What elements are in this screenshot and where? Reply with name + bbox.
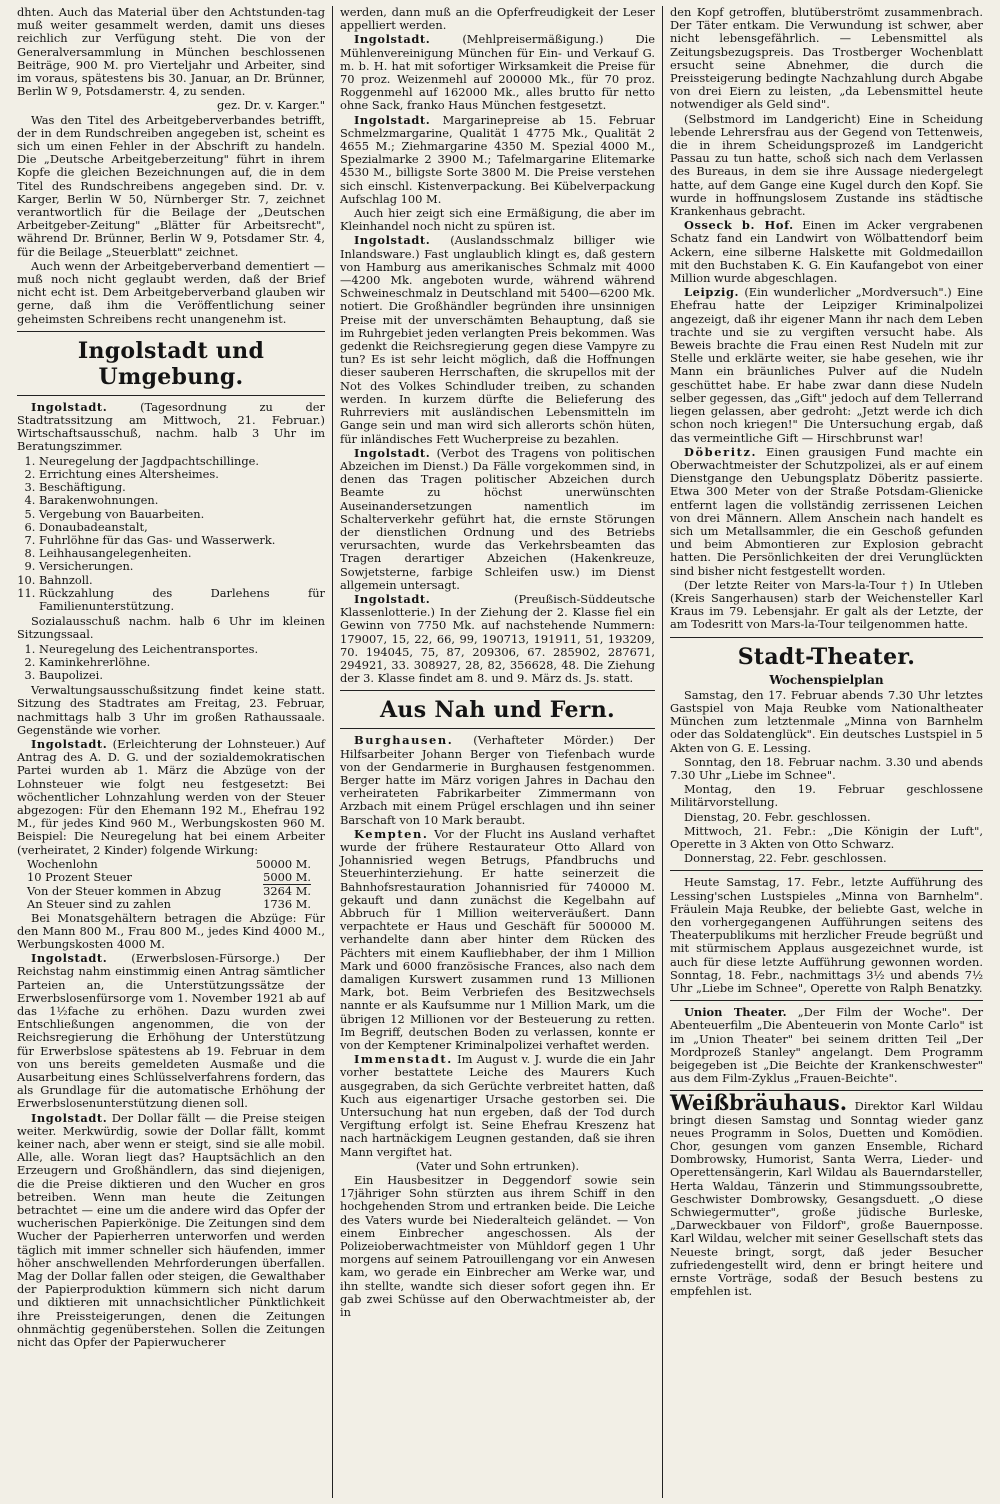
agenda-item: 2. Kaminkehrerlöhne. — [39, 656, 325, 669]
article-leipzig — [670, 286, 983, 444]
agenda-item: 3. Beschäftigung. — [39, 481, 325, 494]
dateline: Ingolstadt. — [31, 951, 108, 966]
section-heading: Stadt-Theater. — [737, 643, 916, 670]
dateline: Weißbräuhaus. — [670, 1090, 848, 1116]
dateline: Immenstadt. — [354, 1052, 453, 1067]
agenda-item: 9. Versicherungen. — [39, 560, 325, 573]
signature: gez. Dr. v. Karger." — [217, 98, 325, 113]
article-abzeichen — [340, 447, 655, 592]
calc-row — [17, 871, 325, 885]
dateline: Ingolstadt. — [31, 736, 108, 751]
article-dollar — [17, 1112, 325, 1350]
divider — [670, 1000, 983, 1001]
article-text: Auch wenn der Arbeitgeberverband dementiert — muß noch nicht geglaubt werden, daß der Brief nicht echt ist. Dem Arbeitgeberverband glauben wir gerne, daß ihm die Veröffentlichung seiner geheimsten Schreibens recht unangenehm ist. — [17, 258, 325, 326]
agenda-item: 11. Rückzahlung des Darlehens für Familienunterstützung. — [39, 587, 325, 613]
agenda-item: 5. Vergebung von Bauarbeiten. — [39, 508, 325, 521]
article-text: Einen im Acker vergrabenen Schatz fand ein Landwirt von Wölbattendorf beim Ackern, eine silberne Halskette mit Goldmedaillon mit den Buchstaben K. G. Ein Kaufangebot von einer Million wurde abgeschlagen. — [670, 218, 984, 286]
article-text: Bei Monatsgehältern betragen die Abzüge: Für den Mann 800 M., Frau 800 M., jedes Kind 4000 M., Werbungskosten 4000 M. — [17, 910, 325, 951]
calc-value: 50000 M. — [255, 856, 311, 871]
agenda-item: 2. Errichtung eines Altersheimes. — [39, 468, 325, 481]
dateline: Ingolstadt. — [354, 112, 431, 127]
schedule-entry: Donnerstag, 22. Febr. geschlossen. — [684, 851, 887, 866]
schedule-entry: Montag, den 19. Februar geschlossene Militärvorstellung. — [670, 782, 983, 810]
article-osseck — [670, 219, 983, 285]
dateline: Ingolstadt. — [354, 445, 431, 460]
article-text: (Verbot des Tragens von politischen Abzeichen im Dienst.) Da Fälle vorgekommen sind, in denen das Tragen politischer Abzeichen durch Beamte zu höchst unerwünschten Auseinandersetzungen namentlich im Schalterverkehr geführt hat, die ernste Störungen der dienstlichen Ordnung und des Betriebs verursachten, wurde das Verkehrsbeamten das Tragen derartiger Abzeichen (Hakenkreuze, Sowjetsterne, farbige Schleifen usw.) im Dienst allgemein untersagt. — [340, 445, 655, 592]
article-burghausen — [340, 734, 655, 826]
dateline: Ingolstadt. — [354, 233, 431, 248]
calc-row — [17, 858, 325, 871]
article-lohnsteuer — [17, 738, 325, 857]
article-text: (Erleichterung der Lohnsteuer.) Auf Antrag des A. D. G. und der sozialdemokratischen Partei wurden ab 1. März die Abzüge von der Lohnsteuer wie folgt neu festgesetzt: Bei wöchentlicher Lohnzahlung werden von der Steuer abgezogen: Für den Ehemann 192 M., Ehefrau 192 M., für jedes Kind 960 M., Werbungskosten 960 M. Beispiel: Die Neuregelung hat bei einem Arbeiter (verheiratet, 2 Kinder) folgende Wirkung: — [17, 736, 325, 857]
divider — [340, 728, 655, 729]
article-text: Der Dollar fällt — die Preise steigen weiter. Merkwürdig, sowie der Dollar fällt, kommt keiner nach, aber wenn er steigt, sind sie alle mobil. Alle, alle. Woran liegt das? Hauptsächlich an den Erzeugern und Großhändlern, das sind diejenigen, die die Preise diktieren und den Wucher en gros betreiben. Wenn man heute die Zeitungen betrachtet — eine um die andere wird das Opfer der wucherischen Papierkönige. Die Zeitungen sind dem Wucher der Papierherren unterworfen und werden täglich mit immer schneller sich häufenden, immer höher anschwellenden Mehrforderungen überfallen. Mag der Dollar fallen oder steigen, die Gewalthaber der Papierproduktion kümmern sich nicht darum und diktieren mit unnachsichtlicher Pünktlichkeit ihre Preissteigerungen, denen die Zeitungen ohnmächtig gegenüberstehen. Sollen die Zeitungen nicht das Opfer der Papierwucherer — [17, 1110, 325, 1350]
agenda-item: 7. Fuhrlöhne für das Gas- und Wasserwerk. — [39, 534, 325, 547]
article-text: Ein Hausbesitzer in Deggendorf sowie sein 17jähriger Sohn stürzten aus ihrem Schiff in den hochgehenden Strom und ertranken beide. Die Leiche des Vaters wurde bei Niederalteich geländet. — Von einem Einbrecher angeschossen. Als der Polizeioberwachtmeister von Mühldorf gegen 1 Uhr morgens auf seinem Patrouillengang vor ein Anwesen kam, wo gerade ein Einbrecher am Werke war, und ihn stellte, wandte sich dieser sofort gegen ihn. Er gab zwei Schüsse auf den Oberwachtmeister ab, der in — [340, 1173, 655, 1320]
article-text: den Kopf getroffen, blutüberströmt zusammenbrach. Der Täter entkam. Die Verwundung ist schwer, aber nicht lebensgefährlich. — Lebensmittel als Zeitungsbezugspreis. Das Trostberger Wochenblatt ersucht seine Abnehmer, die durch die Preissteigerung bedingte Nachzahlung durch Abgabe von drei Eiern zu leisten, „da Lebensmittel heute notwendiger als Geld sind". — [670, 6, 983, 112]
agenda-list — [17, 455, 325, 613]
article-doeberitz — [670, 446, 983, 578]
subheading: (Vater und Sohn ertrunken). — [415, 1158, 580, 1173]
article-text: (Preußisch-Süddeutsche Klassenlotterie.) In der Ziehung der 2. Klasse fiel ein Gewinn von 7750 Mk. auf nachstehende Nummern: 179007, 15, 22, 66, 99, 190713, 191911, 51, 193209, 70. 194045, 75, 87, 209306, 67. 285902, 287671, 294921, 33. 308927, 28, 82, 356628, 48. Die Ziehung der 3. Klasse findet am 8. und 9. März ds. Js. statt. — [340, 591, 655, 686]
tax-calculation — [17, 858, 325, 912]
article-text: Auch hier zeigt sich eine Ermäßigung, die aber im Kleinhandel noch nicht zu spüren ist. — [340, 206, 655, 234]
dateline: Burghausen. — [354, 733, 454, 748]
divider — [17, 331, 325, 332]
article-text: Sozialausschuß nachm. halb 6 Uhr im kleinen Sitzungssaal. — [17, 614, 325, 642]
agenda-item: 1. Neuregelung der Jagdpachtschillinge. — [39, 455, 325, 468]
article-text: (Ein wunderlicher „Mordversuch".) Eine Ehefrau hatte der Leipziger Kriminalpolizei angezeigt, daß ihr eigener Mann ihr nach dem Leben trachte und sie zu vergiften versucht habe. Als Beweis brachte die Frau einen Rest Nudeln mit zur Stelle und erklärte weiter, sie habe gesehen, wie ihr Mann ein bräunliches Pulver auf die Nudeln geschüttet habe. Er habe zwar dann diese Nudeln selber gegessen, das „Gift" jedoch auf dem Tellerrand liegen gelassen, aber gedroht: „Jetzt werde ich dich schon noch kriegen!" Die Untersuchung ergab, daß das vermeintliche Gift — Hirschbrunst war! — [670, 285, 984, 445]
agenda-item: 10. Bahnzoll. — [39, 574, 325, 587]
dateline: Döberitz. — [684, 444, 758, 459]
article-immenstadt — [340, 1053, 655, 1159]
column-left — [10, 6, 332, 1498]
divider — [670, 870, 983, 871]
calc-value: 1736 M. — [263, 897, 311, 912]
dateline: Osseck b. Hof. — [684, 218, 794, 233]
agenda-item: 8. Leihhausangelegenheiten. — [39, 547, 325, 560]
agenda-list — [17, 643, 325, 683]
dateline: Kempten. — [354, 826, 429, 841]
article-text: Was den Titel des Arbeitgeberverbandes betrifft, der in dem Rundschreiben angegeben ist, scheint es sich um einen Fehler in der Abschrift zu handeln. Die „Deutsche Arbeitgeberzeitung" führt in ihrem Kopfe die gleichen Bezeichnungen auf, die in dem Titel des Rundschreibens angegeben sind. Dr. v. Karger, Berlin W 50, Nürnberger Str. 7, zeichnet verantwortlich für die Beilage der „Deutschen Arbeitgeber-Zeitung" „Blätter für Arbeitsrecht", während Dr. Brünner, Berlin W 9, Potsdamer Str. 4, für die Beilage „Steuerblatt" zeichnet. — [17, 112, 325, 259]
article-text: Verwaltungsausschußsitzung findet keine statt. Sitzung des Stadtrates am Freitag, 23. Februar, nachmittags halb 3 Uhr im großen Rathaussaale. Gegenstände wie vorher. — [17, 683, 325, 737]
calc-value: 3264 M. — [263, 884, 311, 899]
calc-label: 10 Prozent Steuer — [27, 869, 133, 884]
article-text: (Verhafteter Mörder.) Der Hilfsarbeiter Johann Berger von Tiefenbach wurde von der Gendarmerie in Burghausen festgenommen. Berger hatte im März vorigen Jahres in Dachau den verheirateten Fabrikarbeiter Zimmermann von Arzbach mit einem Prügel erschlagen und ihn seiner Barschaft von 10 Mark beraubt. — [340, 733, 655, 827]
article-text: Direktor Karl Wildau bringt diesen Samstag und Sonntag wieder ganz neues Programm in Solos, Duetten und Komödien. Chor, gesungen vom ganzen Ensemble, Richard Dombrowsky, Humorist, Santa Werra, Lieder- und Operettensängerin, Karl Wildau als Bauerndarsteller, Herta Waldau, Tänzerin und Stimmungssoubrette, Geschwister Dombrowsky, Gesangsduett. „O diese Schwiegermutter", große jüdische Burleske, „Darweckbauer von Fildorf", große Bauernposse. Karl Wildau, welcher mit seiner Gesellschaft stets das Neueste bringt, sorgt, daß jeder Besucher zufriedengestellt wird, denn er bringt heitere und ernste Vorträge, sodaß der Besuch bestens zu empfehlen ist. — [670, 1099, 983, 1299]
article-text: (Mehlpreisermäßigung.) Die Mühlenvereinigung München für Ein- und Verkauf G. m. b. H. hat mit sofortiger Wirksamkeit die Preise für 70 proz. Weizenmehl auf 200000 Mk., für 70 proz. Roggenmehl auf 162000 Mk., alles brutto für netto ohne Sack, franko Haus München festgesetzt. — [340, 32, 656, 113]
divider — [17, 395, 325, 396]
article-agenda-intro — [17, 401, 325, 454]
article-kempten — [340, 828, 655, 1052]
article-text: dhten. Auch das Material über den Achtstunden-tag muß weiter gesammelt werden, damit uns dieses reichlich zur Verfügung steht. Die von der Generalversammlung in München beschlossenen Beiträge, 900 M. pro Vierteljahr und Arbeiter, sind im voraus, spätestens bis 30. Januar, an Dr. Brünner, Berlin W 9, Potsdamerstr. 4, zu senden. — [17, 6, 325, 99]
divider — [340, 690, 655, 691]
agenda-item: 3. Baupolizei. — [39, 669, 325, 682]
dateline: Ingolstadt. — [31, 1110, 108, 1125]
article-text: (Auslandsschmalz billiger wie Inlandsware.) Fast unglaublich klingt es, daß gestern von Hamburg aus amerikanisches Schmalz mit 4000—4200 Mk. angeboten wurde, während während Schweineschmalz in Deutschland mit 5400—6200 Mk. notiert. Die Großhändler begründen ihre unsinnigen Preise mit der unverschämten Behauptung, daß sie im Ruhrgebiet jeden verlangten Preis bekommen. Was gedenkt die Reichsregierung gegen diese Vampyre zu tun? Es ist sehr leicht möglich, daß die Hoffnungen dieser sauberen Herrschaften, die skrupellos mit der Not des Volkes Schindluder treiben, zu schanden werden. In kurzem dürfte die Belieferung des Ruhrreviers mit ausländischen Lebensmitteln im Gange sein und man wird sich allerorts schön hüten, für inländisches Fett Wucherpreise zu bezahlen. — [340, 233, 655, 446]
dateline: Leipzig. — [684, 285, 740, 300]
subheading: Wochenspielplan — [769, 672, 884, 687]
article-text: werden, dann muß an die Opferfreudigkeit der Leser appelliert werden. — [340, 6, 655, 33]
agenda-item: 1. Neuregelung des Leichentransportes. — [39, 643, 325, 656]
schedule-entry: Samstag, den 17. Februar abends 7.30 Uhr letztes Gastspiel von Maja Reubke vom Nationaltheater München zum letztenmale „Minna von Barnhelm oder das Soldatenglück". Ein deutsches Lustspiel in 5 Akten von G. E. Lessing. — [670, 687, 983, 755]
agenda-item: 6. Donaubadeanstalt, — [39, 521, 325, 534]
divider — [670, 637, 983, 638]
article-text: (Selbstmord im Landgericht) Eine in Scheidung lebende Lehrersfrau aus der Gegend von Tettenweis, die in ihrem Scheidungsprozeß im Landgericht Passau zu tun hatte, schoß sich nach dem Verlassen des Bureaus, in dem sie ihre Aussage niedergelegt hatte, auf dem Gange eine Kugel durch den Kopf. Sie wurde in hoffnungslosem Zustande ins städtische Krankenhaus gebracht. — [670, 111, 983, 219]
dateline: Ingolstadt. — [354, 32, 431, 47]
article-schmalz — [340, 234, 655, 445]
calc-label: Wochenlohn — [27, 856, 98, 871]
section-heading: Ingolstadt und Umgebung. — [77, 337, 265, 390]
article-text: (Erwerbslosen-Fürsorge.) Der Reichstag nahm einstimmig einen Antrag sämtlicher Parteien an, die Unterstützungssätze der Erwerbslosenfürsorge vom 1. November 1921 ab auf das 1½fache zu erhöhen. Dazu wurden zwei Entschließungen angenommen, die von der Reichsregierung die Erhöhung der Unterstützung für Erwerbslose spätestens ab 19. Februar in dem von uns bereits gemeldeten Ausmaße und die Ausarbeitung eines Schlüsselverfahrens fordern, das als Grundlage für die automatische Erhöhung der Erwerbslosenunterstützung dienen soll. — [17, 951, 325, 1111]
calc-row — [17, 898, 325, 911]
article-text: (Tagesordnung zu der Stadtratssitzung am Mittwoch, 21. Februar.) Wirtschaftsausschuß, nachm. halb 3 Uhr im Beratungszimmer. — [17, 399, 325, 454]
article-text: Vor der Flucht ins Ausland verhaftet wurde der frühere Restaurateur Otto Allard von Johannisried wegen Betrugs, Pfandbruchs und Steuerhinterziehung. Er hatte seinerzeit die Bahnhofsrestauration Johannisried für 740000 M. gekauft und dann zunächst die Kegelbahn auf Abbruch für 1 Million weiterveräußert. Dann verpachtete er Haus und Geschäft für 500000 M. verhandelte dann aber hinter dem Rücken des Pächters mit einem Kaufliebhaber, der ihm 1 Million Mark und 6000 französische Frances, also nach dem damaligen Kurswert zusammen rund 13 Millionen Mark, bot. Beim Verbriefen des Besitzwechsels nannte er als Kaufsumme nur 1 Million Mark, um die übrigen 12 Millionen vor der Besteuerung zu retten. Im Begriff, deutschen Boden zu verlassen, konnte er von der Kemptener Kriminalpolizei verhaftet werden. — [340, 826, 655, 1053]
article-weissbraeuhaus — [670, 1090, 983, 1299]
schedule-entry: Sonntag, den 18. Februar nachm. 3.30 und abends 7.30 Uhr „Liebe im Schnee". — [670, 754, 983, 782]
article-union-theater — [670, 1006, 983, 1085]
article-lotterie — [340, 593, 655, 685]
article-text: Heute Samstag, 17. Febr., letzte Aufführung des Lessing'schen Lustspieles „Minna von Barnhelm". Fräulein Maja Reubke, der beliebte Gast, welche in den vorhergegangenen Aufführungen seitens des Theaterpublikums mit herzlicher Freude begrüßt und mit stürmischem Applaus ausgezeichnet wurde, ist auch für diese letzte Aufführung gewonnen worden. Sonntag, 18. Febr., nachmittags 3½ und abends 7½ Uhr „Liebe im Schnee", Operette von Ralph Benatzky. — [670, 875, 983, 996]
column-right — [662, 6, 990, 1498]
agenda-item: 4. Barakenwohnungen. — [39, 494, 325, 507]
article-text: „Der Film der Woche". Der Abenteuerfilm „Die Abenteuerin von Monte Carlo" ist im „Union Theater" bei seinem dritten Teil „Der Mordprozeß Stanley" angelangt. Dem Programm beigegeben ist „Die Beichte der Krankenschwester" aus dem Film-Zyklus „Frauen-Beichte". — [670, 1005, 984, 1086]
schedule-entry: Mittwoch, 21. Febr.: „Die Königin der Luft", Operette in 3 Akten von Otto Schwarz. — [670, 823, 983, 851]
calc-label: An Steuer sind zu zahlen — [27, 897, 171, 912]
dateline: Union Theater. — [684, 1005, 787, 1020]
calc-label: Von der Steuer kommen in Abzug — [27, 884, 222, 899]
article-text: (Der letzte Reiter von Mars-la-Tour †) In Utleben (Kreis Sangerhausen) starb der Weichensteller Karl Kraus im 79. Lebensjahr. Er galt als der Letzte, der am Todesritt von Mars-la-Tour teilgenommen hatte. — [670, 577, 983, 632]
article-text: Im August v. J. wurde die ein Jahr vorher bestattete Leiche des Maurers Kuch ausgegraben, da sich Gerüchte verbreitet hatten, daß Kuch aus eigenartiger Ursache gestorben sei. Die Untersuchung hat nun ergeben, daß der Tod durch Vergiftung erfolgt ist. Seine Ehefrau Kreszenz hat nach hartnäckigem Leugnen gestanden, daß sie ihren Mann vergiftet hat. — [340, 1052, 655, 1159]
article-text: Einen grausigen Fund machte ein Oberwachtmeister der Schutzpolizei, als er auf einem Dienstgange den Uebungsplatz Döberitz passierte. Etwa 300 Meter von der Straße Potsdam-Glienicke entfernt lagen die vollständig zerrissenen Leichen von drei Männern. Allem Anschein nach handelt es sich um Metallsammler, die ein Geschoß gefunden und beim Abmontieren zur Explosion gebracht hatten. Die Persönlichkeiten der drei Verunglückten sind bisher nicht festgestellt worden. — [670, 444, 983, 578]
column-middle — [332, 6, 662, 1498]
section-heading: Aus Nah und Fern. — [380, 697, 615, 724]
schedule-entry: Dienstag, 20. Febr. geschlossen. — [684, 809, 871, 824]
calc-value: 5000 M. — [263, 869, 311, 884]
article-mehlpreis — [340, 33, 655, 112]
dateline: Ingolstadt. — [31, 399, 108, 414]
article-margarine — [340, 114, 655, 206]
article-text: Margarinepreise ab 15. Februar Schmelzmargarine, Qualität 1 4775 Mk., Qualität 2 4655 M.; Ziehmargarine 4350 M. Spezial 4000 M., Spezialmarke 2 3900 M.; Tafelmargarine Elitemarke 4530 M., billigste Sorte 3800 M. Die Preise verstehen sich einschl. Kistenverpackung. Bei Kübelverpackung Aufschlag 100 M. — [340, 112, 655, 206]
dateline: Ingolstadt. — [354, 591, 431, 606]
article-erwerbslosen — [17, 952, 325, 1110]
